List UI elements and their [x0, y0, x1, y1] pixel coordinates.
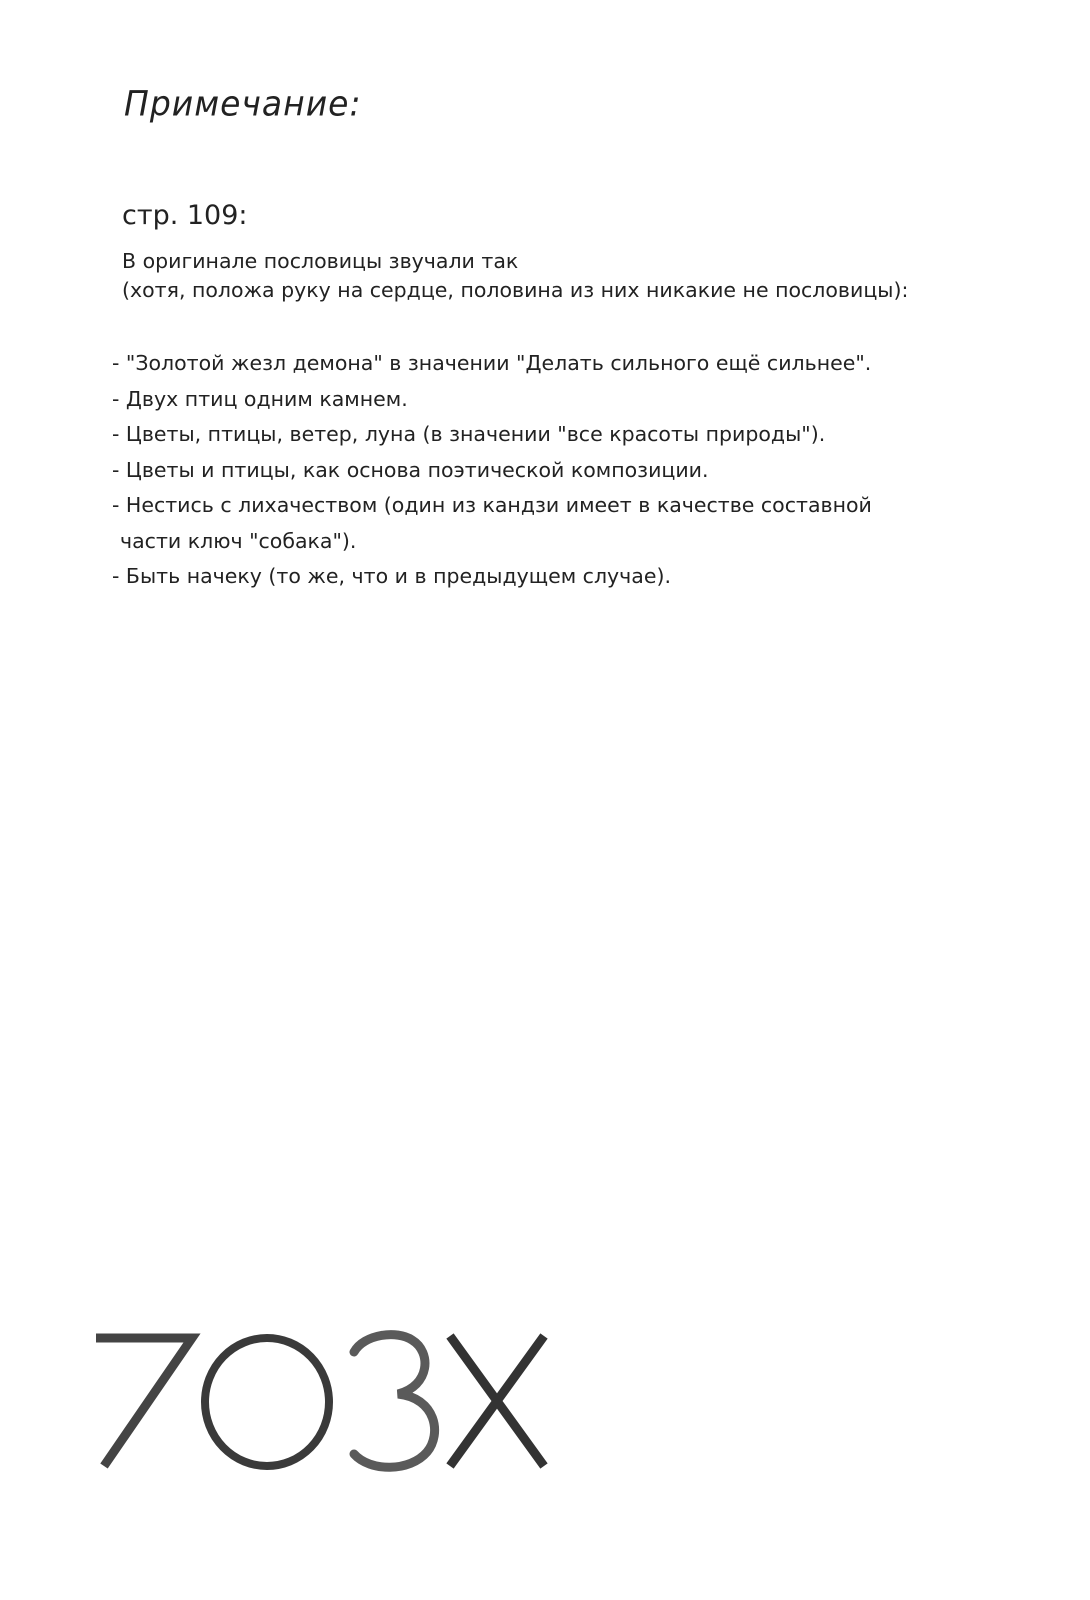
logo-703x [92, 1316, 562, 1476]
logo-glyph-x [450, 1336, 544, 1466]
list-item: - Быть начеку (то же, что и в предыдущем случае). [112, 564, 671, 588]
list-item: - Двух птиц одним камнем. [112, 386, 408, 411]
intro-line: (хотя, положа руку на сердце, половина из них никакие не пословицы): [122, 278, 909, 302]
intro-line: В оригинале пословицы звучали так [122, 249, 519, 273]
page-reference: стр. 109: [122, 200, 248, 231]
logo-glyph-o [205, 1338, 329, 1466]
logo-glyph-three [354, 1335, 435, 1468]
intro-paragraph [122, 247, 908, 305]
proverb-list [112, 346, 872, 595]
list-item: - "Золотой жезл демона" в значении "Делать сильного ещё сильнее". [112, 351, 872, 375]
list-item: - Цветы, птицы, ветер, луна (в значении "все красоты природы"). [112, 422, 826, 446]
logo-glyph-seven [96, 1338, 192, 1466]
list-item: - Цветы и птицы, как основа поэтической композиции. [112, 457, 709, 482]
list-item: - Нестись с лихачеством (один из кандзи имеет в качестве составной [112, 493, 872, 517]
list-item-continuation: части ключ "собака"). [120, 528, 357, 553]
notes-heading: Примечание: [124, 83, 362, 124]
